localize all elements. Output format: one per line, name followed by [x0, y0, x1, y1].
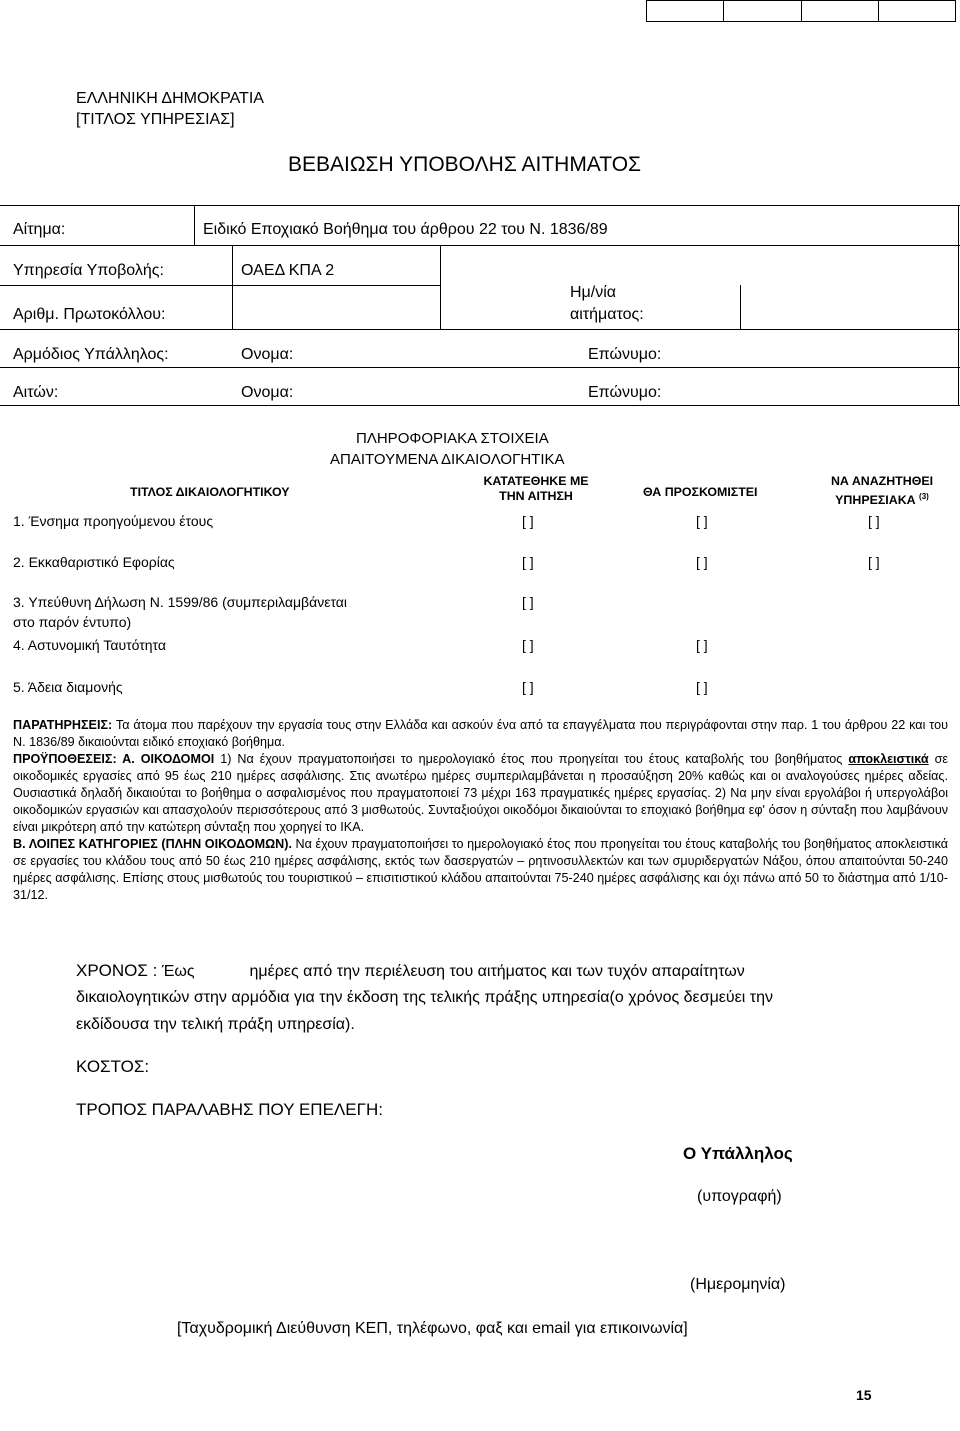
applicant-label: Αιτών:	[13, 384, 59, 401]
form-top-border	[0, 205, 960, 206]
date-label-line1: Ημ/νία	[570, 284, 617, 301]
time-text-1: ημέρες από την περιέλευση του αιτήματος και των τυχόν απαραίτητων	[249, 963, 745, 980]
col-title-header: ΤΙΤΛΟΣ ΔΙΚΑΙΟΛΟΓΗΤΙΚΟΥ	[130, 485, 290, 499]
col-search-header	[812, 474, 952, 508]
remarks-paragraph	[13, 717, 948, 751]
docs-heading-2: ΑΠΑΙΤΟΥΜΕΝΑ ΔΙΚΑΙΟΛΟΓΗΤΙΚΑ	[330, 451, 565, 468]
service-value: ΟΑΕΔ ΚΠΑ 2	[241, 262, 335, 279]
prereq-text-2: σε οικοδομικές εργασίες από 95 έως 210 ημέρες ασφάλισης. Στις ανωτέρω ημέρες συμπεριλαμβάνεται η προσαύξηση 20% καθώς και οι αναλογούσες ημέρες αδείας. Ουσιαστικά δηλαδή δικαιούται το βοήθημα ο ασφαλισμένος που πραγματοποιεί 73 μέχρι 163 πραγματικές ημέρες εργασίας. 2) Να μην είναι εργολάβοι ή υπεργολάβοι οικοδομικών εργασιών και απασχολούν περισσότερους από 3 μισθωτούς. Συνταξιούχοι οικοδόμοι δικαιούνται το εποχιακό βοήθημα εφ' όσον η σύνταξη που λαμβάνουν είναι μικρότερη από την κατώτερη σύνταξη που χορηγεί το ΙΚΑ.	[13, 752, 948, 834]
service-label: Υπηρεσία Υποβολής:	[13, 262, 164, 279]
top-right-box	[646, 0, 956, 22]
col-search-line1: ΝΑ ΑΝΑΖΗΤΗΘΕΙ	[830, 474, 934, 488]
form-row-divider	[0, 367, 960, 368]
date-placeholder: (Ημερομηνία)	[690, 1276, 786, 1293]
cost-label: ΚΟΣΤΟΣ:	[76, 1057, 150, 1076]
form-row-divider	[0, 329, 960, 330]
request-label: Αίτημα:	[13, 221, 66, 238]
form-col-divider	[232, 245, 233, 329]
protocol-label: Αριθμ. Πρωτοκόλλου:	[13, 306, 166, 323]
prereq-paragraph	[13, 751, 948, 836]
service-name: [ΤΙΤΛΟΣ ΥΠΗΡΕΣΙΑΣ]	[76, 111, 235, 128]
other-paragraph	[13, 836, 948, 904]
other-text: Να έχουν πραγματοποιήσει το ημερολογιακό έτος που προηγείται του έτους καταβολής του βοηθήματος αποκλειστικά σε εργασίες του κλάδου τους από 50 έως 210 ημέρες ασφάλισης, εκτός των δασεργατών – ρητινοσυλλεκτών και των σμυριδεργατών Νάξου, όπου απαιτούνται 50-240 ημέρες ασφάλισης. Επίσης στους μισθωτούς του τουριστικού – επισιτιστικού κλάδου απαιτούνται 75-240 ημέρες ασφάλισης και όχι πάνω από 50 το διάστημα από 1/10-31/12.	[13, 837, 948, 902]
officer-name-label: Ονομα:	[241, 346, 294, 363]
col-submitted-line1: ΚΑΤΑΤΕΘΗΚΕ ΜΕ	[483, 474, 589, 488]
time-until: Έως	[161, 963, 195, 980]
checkbox-bring-2[interactable]: [ ]	[696, 554, 708, 570]
request-value: Ειδικό Εποχιακό Βοήθημα του άρθρου 22 του Ν. 1836/89	[203, 221, 608, 238]
country-name: ΕΛΛΗΝΙΚΗ ΔΗΜΟΚΡΑΤΙΑ	[76, 90, 264, 107]
prereq-exclusive: αποκλειστικά	[848, 752, 929, 766]
checkbox-search-1[interactable]: [ ]	[868, 513, 880, 529]
signature-placeholder: (υπογραφή)	[697, 1188, 782, 1205]
checkbox-bring-1[interactable]: [ ]	[696, 513, 708, 529]
doc-item-2: 2. Εκκαθαριστικό Εφορίας	[13, 554, 175, 570]
checkbox-submitted-3[interactable]: [ ]	[522, 594, 534, 610]
date-label-line2: αιτήματος:	[570, 306, 644, 323]
form-row-divider	[0, 245, 960, 246]
box-cell	[879, 1, 955, 21]
footnote-marker: (3)	[919, 492, 929, 501]
docs-heading-1: ΠΛΗΡΟΦΟΡΙΑΚΑ ΣΤΟΙΧΕΙΑ	[356, 430, 549, 447]
doc-item-5: 5. Άδεια διαμονής	[13, 679, 123, 695]
page-title: ΒΕΒΑΙΩΣΗ ΥΠΟΒΟΛΗΣ ΑΙΤΗΜΑΤΟΣ	[288, 153, 642, 176]
col-submitted-line2: ΤΗΝ ΑΙΤΗΣΗ	[499, 489, 573, 503]
box-cell	[647, 1, 724, 21]
checkbox-bring-4[interactable]: [ ]	[696, 637, 708, 653]
officer-label: Αρμόδιος Υπάλληλος:	[13, 346, 169, 363]
remarks-label: ΠΑΡΑΤΗΡΗΣΕΙΣ:	[13, 718, 113, 732]
checkbox-submitted-1[interactable]: [ ]	[522, 513, 534, 529]
col-search-line2	[812, 489, 952, 508]
form-right-border	[958, 205, 959, 405]
applicant-name-label: Ονομα:	[241, 384, 294, 401]
checkbox-submitted-4[interactable]: [ ]	[522, 637, 534, 653]
doc-item-3-cont: στο παρόν έντυπο)	[13, 614, 132, 630]
applicant-surname-label: Επώνυμο:	[588, 384, 662, 401]
form-col-divider	[740, 285, 741, 329]
doc-item-3: 3. Υπεύθυνη Δήλωση Ν. 1599/86 (συμπεριλαμβάνεται	[13, 594, 347, 610]
contact-info-placeholder: [Ταχυδρομική Διεύθυνση ΚΕΠ, τηλέφωνο, φαξ και email για επικοινωνία]	[177, 1320, 688, 1337]
prereq-label: ΠΡΟΫΠΟΘΕΣΕΙΣ: Α. ΟΙΚΟΔΟΜΟΙ	[13, 752, 215, 766]
prereq-text-1: 1) Να έχουν πραγματοποιήσει το ημερολογιακό έτος που προηγείται του έτους καταβολής του βοηθήματος	[214, 752, 849, 766]
checkbox-search-2[interactable]: [ ]	[868, 554, 880, 570]
box-cell	[802, 1, 879, 21]
page-number: 15	[856, 1387, 872, 1403]
checkbox-bring-5[interactable]: [ ]	[696, 679, 708, 695]
officer-surname-label: Επώνυμο:	[588, 346, 662, 363]
notes-block	[13, 717, 948, 904]
form-col-divider	[194, 205, 195, 245]
doc-item-4: 4. Αστυνομική Ταυτότητα	[13, 637, 166, 653]
form-row-divider	[0, 285, 440, 286]
time-label: ΧΡΟΝΟΣ :	[76, 961, 158, 980]
doc-item-1: 1. Ένσημα προηγούμενου έτους	[13, 513, 214, 529]
col-submitted-header	[466, 474, 606, 504]
remarks-text: Τα άτομα που παρέχουν την εργασία τους στην Ελλάδα και ασκούν ένα από τα επαγγέλματα που περιγράφονται στην παρ. 1 του άρθρου 22 και του Ν. 1836/89 δικαιούνται ειδικό εποχιακό βοήθημα.	[13, 718, 948, 749]
time-line-2: δικαιολογητικών στην αρμόδια για την έκδοση της τελικής πράξης υπηρεσία(ο χρόνος δεσμεύει την	[76, 989, 774, 1006]
officer-signature-title: Ο Υπάλληλος	[683, 1144, 793, 1163]
time-line-1	[76, 957, 745, 985]
form-col-divider	[440, 245, 441, 329]
col-bring-header: ΘΑ ΠΡΟΣΚΟΜΙΣΤΕΙ	[643, 485, 758, 499]
other-label: Β. ΛΟΙΠΕΣ ΚΑΤΗΓΟΡΙΕΣ (ΠΛΗΝ ΟΙΚΟΔΟΜΩΝ).	[13, 837, 292, 851]
form-bottom-border	[0, 405, 960, 406]
col-search-word: ΥΠΗΡΕΣΙΑΚΑ	[835, 493, 916, 508]
checkbox-submitted-2[interactable]: [ ]	[522, 554, 534, 570]
time-line-3: εκδίδουσα την τελική πράξη υπηρεσία).	[76, 1016, 355, 1033]
checkbox-submitted-5[interactable]: [ ]	[522, 679, 534, 695]
box-cell	[724, 1, 801, 21]
delivery-label: ΤΡΟΠΟΣ ΠΑΡΑΛΑΒΗΣ ΠΟΥ ΕΠΕΛΕΓΗ:	[76, 1100, 383, 1119]
